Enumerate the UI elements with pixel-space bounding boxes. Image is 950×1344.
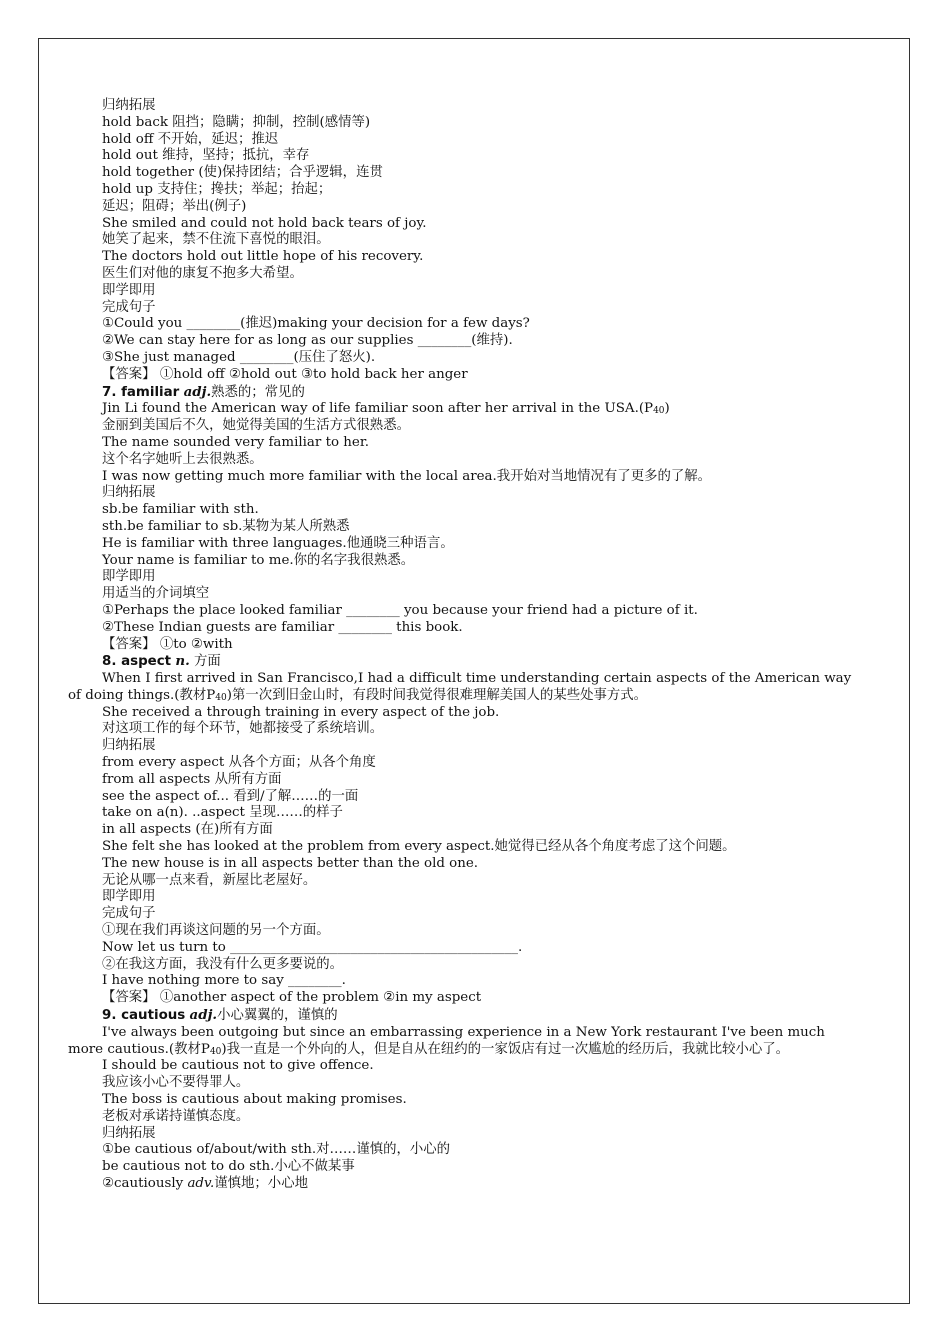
document-body [68, 98, 860, 1193]
text-line: Now let us turn to ___________________________________________. [102, 939, 523, 955]
text-line: The name sounded very familiar to her. [102, 434, 370, 450]
entry-heading-cautious [68, 1007, 860, 1025]
text-line [68, 1176, 860, 1193]
text-line: 完成句子 [102, 906, 156, 922]
text-line: from all aspects 从所有方面 [102, 771, 282, 787]
text-span: Jin Li found the American way of life familiar soon after her arrival in the USA.(P [102, 401, 654, 417]
text-paragraph: She felt she has looked at the problem from every aspect.她觉得已经从各个角度考虑了这个问题。 [102, 839, 736, 855]
text-line: 医生们对他的康复不抱多大希望。 [102, 265, 303, 281]
text-paragraph [68, 1025, 860, 1059]
text-line: ①现在我们再谈这问题的另一个方面。 [102, 923, 330, 939]
entry-word: 7. familiar [102, 384, 180, 400]
text-line: in all aspects (在)所有方面 [102, 822, 273, 838]
text-line: sth.be familiar to sb.某物为某人所熟悉 [102, 518, 350, 534]
text-paragraph [68, 671, 860, 705]
text-line: 老板对承诺持谨慎态度。 [102, 1108, 250, 1124]
text-line: hold back 阻挡；隐瞒；抑制，控制(感情等) [102, 114, 371, 130]
text-line: The boss is cautious about making promises. [102, 1092, 407, 1108]
text-line: She smiled and could not hold back tears of joy. [102, 215, 427, 231]
text-line: take on a(n). ..aspect 呈现……的样子 [102, 805, 343, 821]
text-line: Your name is familiar to me.你的名字我很熟悉。 [102, 552, 415, 568]
text-span: )第一次到旧金山时，有段时间我觉得很难理解美国人的某些处事方式。 [226, 687, 648, 703]
text-line: ①Could you ________(推迟)making your decision for a few days? [102, 316, 530, 332]
entry-word: 9. cautious [102, 1008, 186, 1024]
text-line: 这个名字她听上去很熟悉。 [102, 451, 263, 467]
text-line: I have nothing more to say ________. [102, 973, 346, 989]
subscript: 40 [215, 692, 227, 703]
text-line: 归纳拓展 [102, 98, 156, 113]
text-line: 归纳拓展 [102, 738, 156, 754]
text-line: from every aspect 从各个方面；从各个角度 [102, 755, 376, 771]
entry-meaning: 小心翼翼的，谨慎的 [217, 1008, 338, 1024]
text-line: ③She just managed ________(压住了怒火). [102, 349, 376, 365]
entry-heading-aspect [68, 653, 860, 671]
text-line: 归纳拓展 [102, 1125, 156, 1141]
text-line: ①Perhaps the place looked familiar ________ you because your friend had a picture of it. [102, 602, 698, 618]
text-line: 归纳拓展 [102, 485, 156, 501]
text-line: The new house is in all aspects better than the old one. [102, 855, 479, 871]
text-line: 完成句子 [102, 299, 156, 315]
text-span: ) [664, 401, 670, 417]
subscript: 40 [209, 1046, 222, 1057]
text-line: I should be cautious not to give offence. [102, 1058, 374, 1074]
text-line: 即学即用 [102, 282, 156, 298]
text-line: ①be cautious of/about/with sth.对……谨慎的，小心的 [102, 1142, 451, 1158]
entry-heading-familiar [68, 384, 860, 402]
text-line: 延迟；阻碍；举出(例子) [102, 198, 247, 214]
text-line: hold out 维持，坚持；抵抗，幸存 [102, 148, 310, 164]
text-span: )我一直是一个外向的人，但是自从在纽约的一家饭店有过一次尴尬的经历后，我就比较小心了。 [221, 1041, 790, 1057]
text-line: ②在我这方面，我没有什么更多要说的。 [102, 956, 344, 972]
text-line: He is familiar with three languages.他通晓三种语言。 [102, 535, 454, 551]
entry-meaning: 方面 [194, 654, 221, 670]
text-line: 用适当的介词填空 [102, 586, 210, 602]
answer-line: 【答案】 ①another aspect of the problem ②in my aspect [102, 990, 482, 1006]
text-span: 谨慎地；小心地 [214, 1176, 308, 1191]
text-line: sb.be familiar with sth. [102, 502, 259, 518]
subscript: 40 [653, 406, 665, 417]
text-line: hold together (使)保持团结；合乎逻辑，连贯 [102, 165, 383, 181]
text-span: I've always been outgoing but since an embarrassing experience in a New York restaurant I've been much more cautious.(教材P [68, 1024, 825, 1057]
text-line [68, 401, 860, 418]
part-of-speech: adj. [189, 1007, 218, 1024]
part-of-speech: adv. [187, 1176, 215, 1191]
text-line: 她笑了起来，禁不住流下喜悦的眼泪。 [102, 232, 330, 248]
answer-line: 【答案】 ①to ②with [102, 636, 233, 652]
entry-meaning: 熟悉的；常见的 [211, 384, 305, 400]
text-line: 对这项工作的每个环节，她都接受了系统培训。 [102, 721, 384, 737]
text-line: see the aspect of... 看到/了解……的一面 [102, 788, 359, 804]
text-line: I was now getting much more familiar with the local area.我开始对当地情况有了更多的了解。 [102, 468, 712, 484]
text-line: 即学即用 [102, 569, 156, 585]
text-line: 我应该小心不要得罪人。 [102, 1075, 250, 1091]
entry-word: 8. aspect [102, 654, 172, 670]
text-line: ②These Indian guests are familiar ________ this book. [102, 619, 463, 635]
text-span: When I first arrived in San Francisco,I had a difficult time understanding certain aspects of the American way of doing things.(教材P [68, 671, 852, 703]
text-line: hold up 支持住；搀扶；举起；抬起； [102, 181, 332, 197]
text-line: 无论从哪一点来看，新屋比老屋好。 [102, 872, 317, 888]
text-span: ②cautiously [102, 1176, 184, 1191]
text-line: 即学即用 [102, 889, 156, 905]
text-line: The doctors hold out little hope of his recovery. [102, 249, 424, 265]
text-line: be cautious not to do sth.小心不做某事 [102, 1159, 355, 1175]
text-line: hold off 不开始，延迟；推迟 [102, 131, 279, 147]
part-of-speech: n. [175, 653, 190, 670]
part-of-speech: adj. [183, 383, 212, 400]
text-line: She received a through training in every aspect of the job. [102, 704, 500, 720]
answer-line: 【答案】 ①hold off ②hold out ③to hold back her anger [102, 366, 468, 382]
text-line: 金丽到美国后不久，她觉得美国的生活方式很熟悉。 [102, 418, 410, 434]
text-line: ②We can stay here for as long as our supplies ________(维持). [102, 333, 513, 349]
